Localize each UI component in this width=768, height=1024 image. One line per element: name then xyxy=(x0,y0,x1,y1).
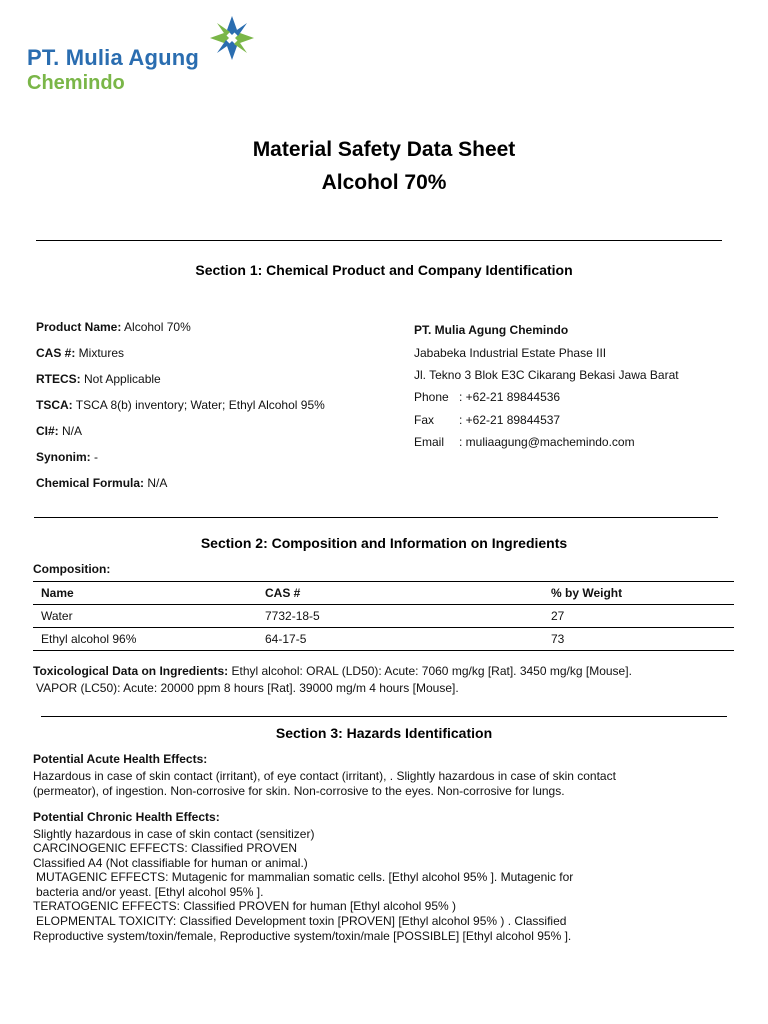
table-row xyxy=(33,605,734,628)
acute-effects-line: (permeator), of ingestion. Non-corrosive for skin. Non-corrosive to the eyes. Non-corrosive for lungs. xyxy=(33,784,565,798)
chemical-formula-field: Chemical Formula: N/A xyxy=(36,476,168,490)
company-email: Email : muliaagung@machemindo.com xyxy=(414,435,635,449)
document-subtitle: Alcohol 70% xyxy=(321,171,447,194)
company-phone: Phone : +62-21 89844536 xyxy=(414,390,561,404)
acute-effects-line: Hazardous in case of skin contact (irritant), of eye contact (irritant), . Slightly hazardous in case of skin contact xyxy=(33,769,616,783)
section1-heading: Section 1: Chemical Product and Company Identification xyxy=(195,262,573,278)
divider xyxy=(41,716,727,717)
cell-weight: 27 xyxy=(543,605,734,628)
divider xyxy=(34,517,718,518)
toxicological-data-cont: VAPOR (LC50): Acute: 20000 ppm 8 hours [Rat]. 39000 mg/m 4 hours [Mouse]. xyxy=(36,681,459,695)
chronic-effects-line: MUTAGENIC EFFECTS: Mutagenic for mammalian somatic cells. [Ethyl alcohol 95% ]. Mutagenic for xyxy=(36,870,574,884)
composition-label: Composition: xyxy=(33,562,111,576)
chronic-effects-line: bacteria and/or yeast. [Ethyl alcohol 95% ]. xyxy=(36,885,264,899)
table-row xyxy=(33,628,734,651)
ci-field: CI#: N/A xyxy=(36,424,83,438)
company-fax: Fax : +62-21 89844537 xyxy=(414,413,561,427)
column-header-cas: CAS # xyxy=(257,582,543,605)
acute-effects-label: Potential Acute Health Effects: xyxy=(33,752,208,766)
chronic-effects-label: Potential Chronic Health Effects: xyxy=(33,810,220,824)
synonim-field: Synonim: - xyxy=(36,450,99,464)
cas-field: CAS #: Mixtures xyxy=(36,346,125,360)
column-header-name: Name xyxy=(33,582,257,605)
chronic-effects-line: Slightly hazardous in case of skin contact (sensitizer) xyxy=(33,827,315,841)
product-name-field: Product Name: Alcohol 70% xyxy=(36,320,191,334)
divider xyxy=(36,240,722,241)
composition-table xyxy=(33,581,734,651)
section3-heading: Section 3: Hazards Identification xyxy=(275,725,493,741)
cell-weight: 73 xyxy=(543,628,734,651)
toxicological-data: Toxicological Data on Ingredients: Ethyl alcohol: ORAL (LD50): Acute: 7060 mg/kg [Rat]. 3450 mg/kg [Mouse]. xyxy=(33,664,632,678)
rtecs-field: RTECS: Not Applicable xyxy=(36,372,161,386)
chronic-effects-line: ELOPMENTAL TOXICITY: Classified Development toxin [PROVEN] [Ethyl alcohol 95% ) . Classified xyxy=(36,914,567,928)
section2-heading: Section 2: Composition and Information on Ingredients xyxy=(200,535,568,551)
chronic-effects-line: Classified A4 (Not classifiable for human or animal.) xyxy=(33,856,308,870)
chronic-effects-line: Reproductive system/toxin/female, Reproductive system/toxin/male [POSSIBLE] [Ethyl alcohol 95% ]. xyxy=(33,929,572,943)
tsca-field: TSCA: TSCA 8(b) inventory; Water; Ethyl Alcohol 95% xyxy=(36,398,325,412)
company-logo-name: PT. Mulia Agung xyxy=(27,45,200,70)
column-header-weight: % by Weight xyxy=(543,582,734,605)
table-header-row xyxy=(33,582,734,605)
company-address-line1: Jababeka Industrial Estate Phase III xyxy=(414,346,607,360)
cell-name: Ethyl alcohol 96% xyxy=(33,628,257,651)
chronic-effects-line: TERATOGENIC EFFECTS: Classified PROVEN for human [Ethyl alcohol 95% ) xyxy=(33,899,457,913)
cell-cas: 64-17-5 xyxy=(257,628,543,651)
chronic-effects-line: CARCINOGENIC EFFECTS: Classified PROVEN xyxy=(33,841,298,855)
cell-cas: 7732-18-5 xyxy=(257,605,543,628)
star-logo-icon xyxy=(208,14,256,62)
company-address-line2: Jl. Tekno 3 Blok E3C Cikarang Bekasi Jawa Barat xyxy=(414,368,679,382)
cell-name: Water xyxy=(33,605,257,628)
company-logo-subname: Chemindo xyxy=(27,72,125,94)
company-name: PT. Mulia Agung Chemindo xyxy=(414,323,569,337)
document-title: Material Safety Data Sheet xyxy=(252,138,516,161)
